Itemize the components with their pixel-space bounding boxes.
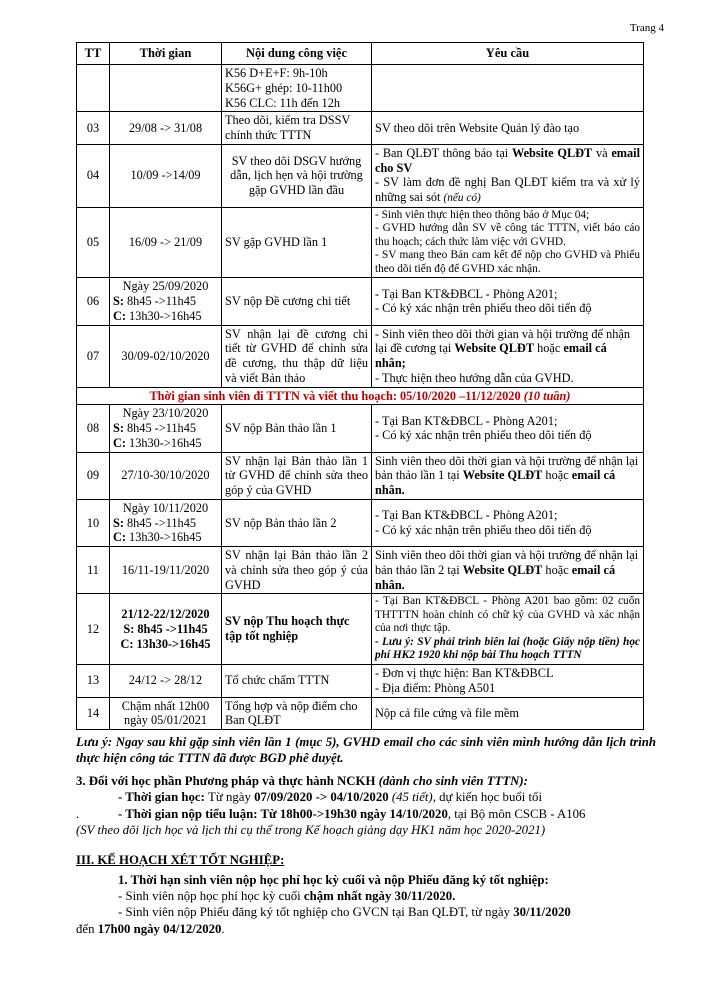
table-row [77, 144, 644, 207]
row-content [222, 65, 372, 112]
row-tt: 08 [77, 405, 110, 452]
row-requirement: - Sinh viên thực hiện theo thông báo ở Mục 04; - GVHD hướng dẫn SV về công tác TTTN, viết báo cáo thu hoạch; cách thức làm việc với GVHD. - SV mang theo Bản cam kết để nộp cho GVHD và Phiếu theo dõi tiến độ để GVHD xác nhận. [372, 207, 644, 278]
row-tt: 12 [77, 594, 110, 665]
row-tt: 06 [77, 278, 110, 325]
row-content: SV nhận lại Bản thảo lần 2 và chỉnh sửa theo góp ý của GVHD [222, 547, 372, 594]
table-row [77, 278, 644, 325]
table-row [77, 325, 644, 387]
row-content: Tổ chức chấm TTTN [222, 665, 372, 698]
page-number: Trang 4 [629, 22, 664, 34]
row-content: SV nhận lại Bản thảo lần 1 từ GVHD để chỉnh sửa theo góp ý của GVHD [222, 452, 372, 499]
row-requirement: - Tại Ban KT&ĐBCL - Phòng A201; - Có ký xác nhận trên phiếu theo dõi tiến độ [372, 278, 644, 325]
row-time: 21/12-22/12/2020 S: 8h45 ->11h45 C: 13h30->16h45 [110, 594, 222, 665]
row-requirement: Sinh viên theo dõi thời gian và hội trường để nhận lại bản thảo lần 1 tại Website QLĐT hoặc email cá nhân. [372, 452, 644, 499]
table-row [77, 405, 644, 452]
row-time: Ngày 23/10/2020 S: 8h45 ->11h45 C: 13h30->16h45 [110, 405, 222, 452]
row-tt: 11 [77, 547, 110, 594]
section-3-line-2: . - Thời gian nộp tiểu luận: Từ 18h00->19h30 ngày 14/10/2020, tại Bộ môn CSCB - A106 [76, 806, 586, 821]
row-time: 30/09-02/10/2020 [110, 325, 222, 387]
table-header-row [77, 43, 644, 65]
row-tt: 09 [77, 452, 110, 499]
table-row [77, 547, 644, 594]
section-3-heading: 3. Đối với học phần Phương pháp và thực hành NCKH (dành cho sinh viên TTTN): [76, 773, 528, 788]
row-cont-line: K56 D+E+F: 9h-10h [225, 66, 328, 80]
row-requirement: - Tại Ban KT&ĐBCL - Phòng A201; - Có ký xác nhận trên phiếu theo dõi tiến độ [372, 499, 644, 546]
row-time: 24/12 -> 28/12 [110, 665, 222, 698]
row-content: SV nộp Đề cương chi tiết [222, 278, 372, 325]
section-3-line-1: - Thời gian học: Từ ngày 07/09/2020 -> 04/10/2020 (45 tiết), dự kiến học buổi tối [118, 790, 543, 805]
header-time: Thời gian [110, 43, 222, 65]
row-cont-line: K56G+ ghép: 10-11h00 [225, 80, 343, 95]
row-time: Ngày 10/11/2020 S: 8h45 ->11h45 C: 13h30->16h45 [110, 499, 222, 546]
table-row [77, 452, 644, 499]
table-row [77, 594, 644, 665]
row-tt: 03 [77, 112, 110, 145]
row-content: Theo dõi, kiểm tra DSSV chính thức TTTN [222, 112, 372, 145]
table-row [77, 112, 644, 145]
row-time: 29/08 -> 31/08 [110, 112, 222, 145]
section-3-line-3: (SV theo dõi lịch học và lịch thi cụ thể trong Kế hoạch giảng dạy HK1 năm học 2020-2021) [76, 822, 546, 837]
table-row [77, 207, 644, 278]
row-time: 10/09 ->14/09 [110, 144, 222, 207]
row-requirement: - Tại Ban KT&ĐBCL - Phòng A201 bao gồm: 02 cuốn THTTTN hoàn chỉnh có chữ ký của GVHD và xác nhận của nơi thực tập. - Lưu ý: SV phải trình biên lai (hoặc Giấy nộp tiền) học phí HK2 1920 khi nộp bài Thu hoạch TTTN [372, 594, 644, 665]
table-row [77, 499, 644, 546]
row-time: Ngày 25/09/2020 S: 8h45 ->11h45 C: 13h30->16h45 [110, 278, 222, 325]
section-iii-item-3-cont: đến 17h00 ngày 04/12/2020. [76, 921, 225, 936]
internship-period-banner: Thời gian sinh viên đi TTTN và viết thu hoạch: 05/10/2020 –11/12/2020 (10 tuần) [77, 387, 644, 405]
section-iii-item-3: - Sinh viên nộp Phiếu đăng ký tốt nghiệp cho GVCN tại Ban QLĐT, từ ngày 30/11/2020 [118, 905, 571, 920]
row-requirement: - Tại Ban KT&ĐBCL - Phòng A201; - Có ký xác nhận trên phiếu theo dõi tiến độ [372, 405, 644, 452]
row-content: SV nộp Bản thảo lần 1 [222, 405, 372, 452]
row-content: SV nộp Thu hoạch thực tập tốt nghiệp [222, 594, 372, 665]
row-content: SV nộp Bản thảo lần 2 [222, 499, 372, 546]
row-tt: 10 [77, 499, 110, 546]
row-content: SV theo dõi DSGV hướng dẫn, lịch hẹn và hội trường gặp GVHD lần đầu [222, 144, 372, 207]
section-iii-item-1: 1. Thời hạn sinh viên nộp học phí học kỳ cuối và nộp Phiếu đăng ký tốt nghiệp: [118, 872, 549, 887]
row-tt: 05 [77, 207, 110, 278]
after-table-text [76, 734, 656, 937]
row-cont-line: K56 CLC: 11h đến 12h [225, 95, 340, 110]
row-time: 27/10-30/10/2020 [110, 452, 222, 499]
row-time: Chậm nhất 12h00 ngày 05/01/2021 [110, 697, 222, 730]
row-requirement: - Ban QLĐT thông báo tại Website QLĐT và email cho SV - SV làm đơn đề nghị Ban QLĐT kiểm tra và xử lý những sai sót (nếu có) [372, 144, 644, 207]
row-requirement: - Sinh viên theo dõi thời gian và hội trường để nhận lại đề cương tại Website QLĐT hoặc email cá nhân; - Thực hiện theo hướng dẫn của GVHD. [372, 325, 644, 387]
row-tt: 14 [77, 697, 110, 730]
row-tt: 13 [77, 665, 110, 698]
row-requirement: SV theo dõi trên Website Quản lý đào tạo [372, 112, 644, 145]
row-requirement: Nộp cả file cứng và file mềm [372, 697, 644, 730]
section-iii-item-2: - Sinh viên nộp học phí học kỳ cuối chậm nhất ngày 30/11/2020. [118, 889, 456, 903]
header-tt: TT [77, 43, 110, 65]
row-content: SV gặp GVHD lần 1 [222, 207, 372, 278]
row-tt: 07 [77, 325, 110, 387]
schedule-table [76, 42, 644, 730]
note-paragraph: Lưu ý: Ngay sau khi gặp sinh viên lần 1 (mục 5), GVHD email cho các sinh viên mình hướng dẫn lịch trình thực hiện công tác TTTN đã được BGD phê duyệt. [76, 735, 656, 766]
table-row [77, 665, 644, 698]
table-row [77, 65, 644, 112]
table-row [77, 697, 644, 730]
row-requirement: Sinh viên theo dõi thời gian và hội trường để nhận lại bản thảo lần 2 tại Website QLĐT hoặc email cá nhân. [372, 547, 644, 594]
row-content: SV nhận lại đề cương chi tiết từ GVHD để chỉnh sửa đề cương, thu thập dữ liệu và viết Bản thảo [222, 325, 372, 387]
section-iii-heading: III. KẾ HOẠCH XÉT TỐT NGHIỆP: [76, 853, 285, 868]
row-time: 16/11-19/11/2020 [110, 547, 222, 594]
row-content: Tổng hợp và nộp điểm cho Ban QLĐT [222, 697, 372, 730]
row-tt: 04 [77, 144, 110, 207]
row-time: 16/09 -> 21/09 [110, 207, 222, 278]
row-requirement: - Đơn vị thực hiện: Ban KT&ĐBCL - Địa điểm: Phòng A501 [372, 665, 644, 698]
header-content: Nội dung công việc [222, 43, 372, 65]
header-requirement: Yêu cầu [372, 43, 644, 65]
